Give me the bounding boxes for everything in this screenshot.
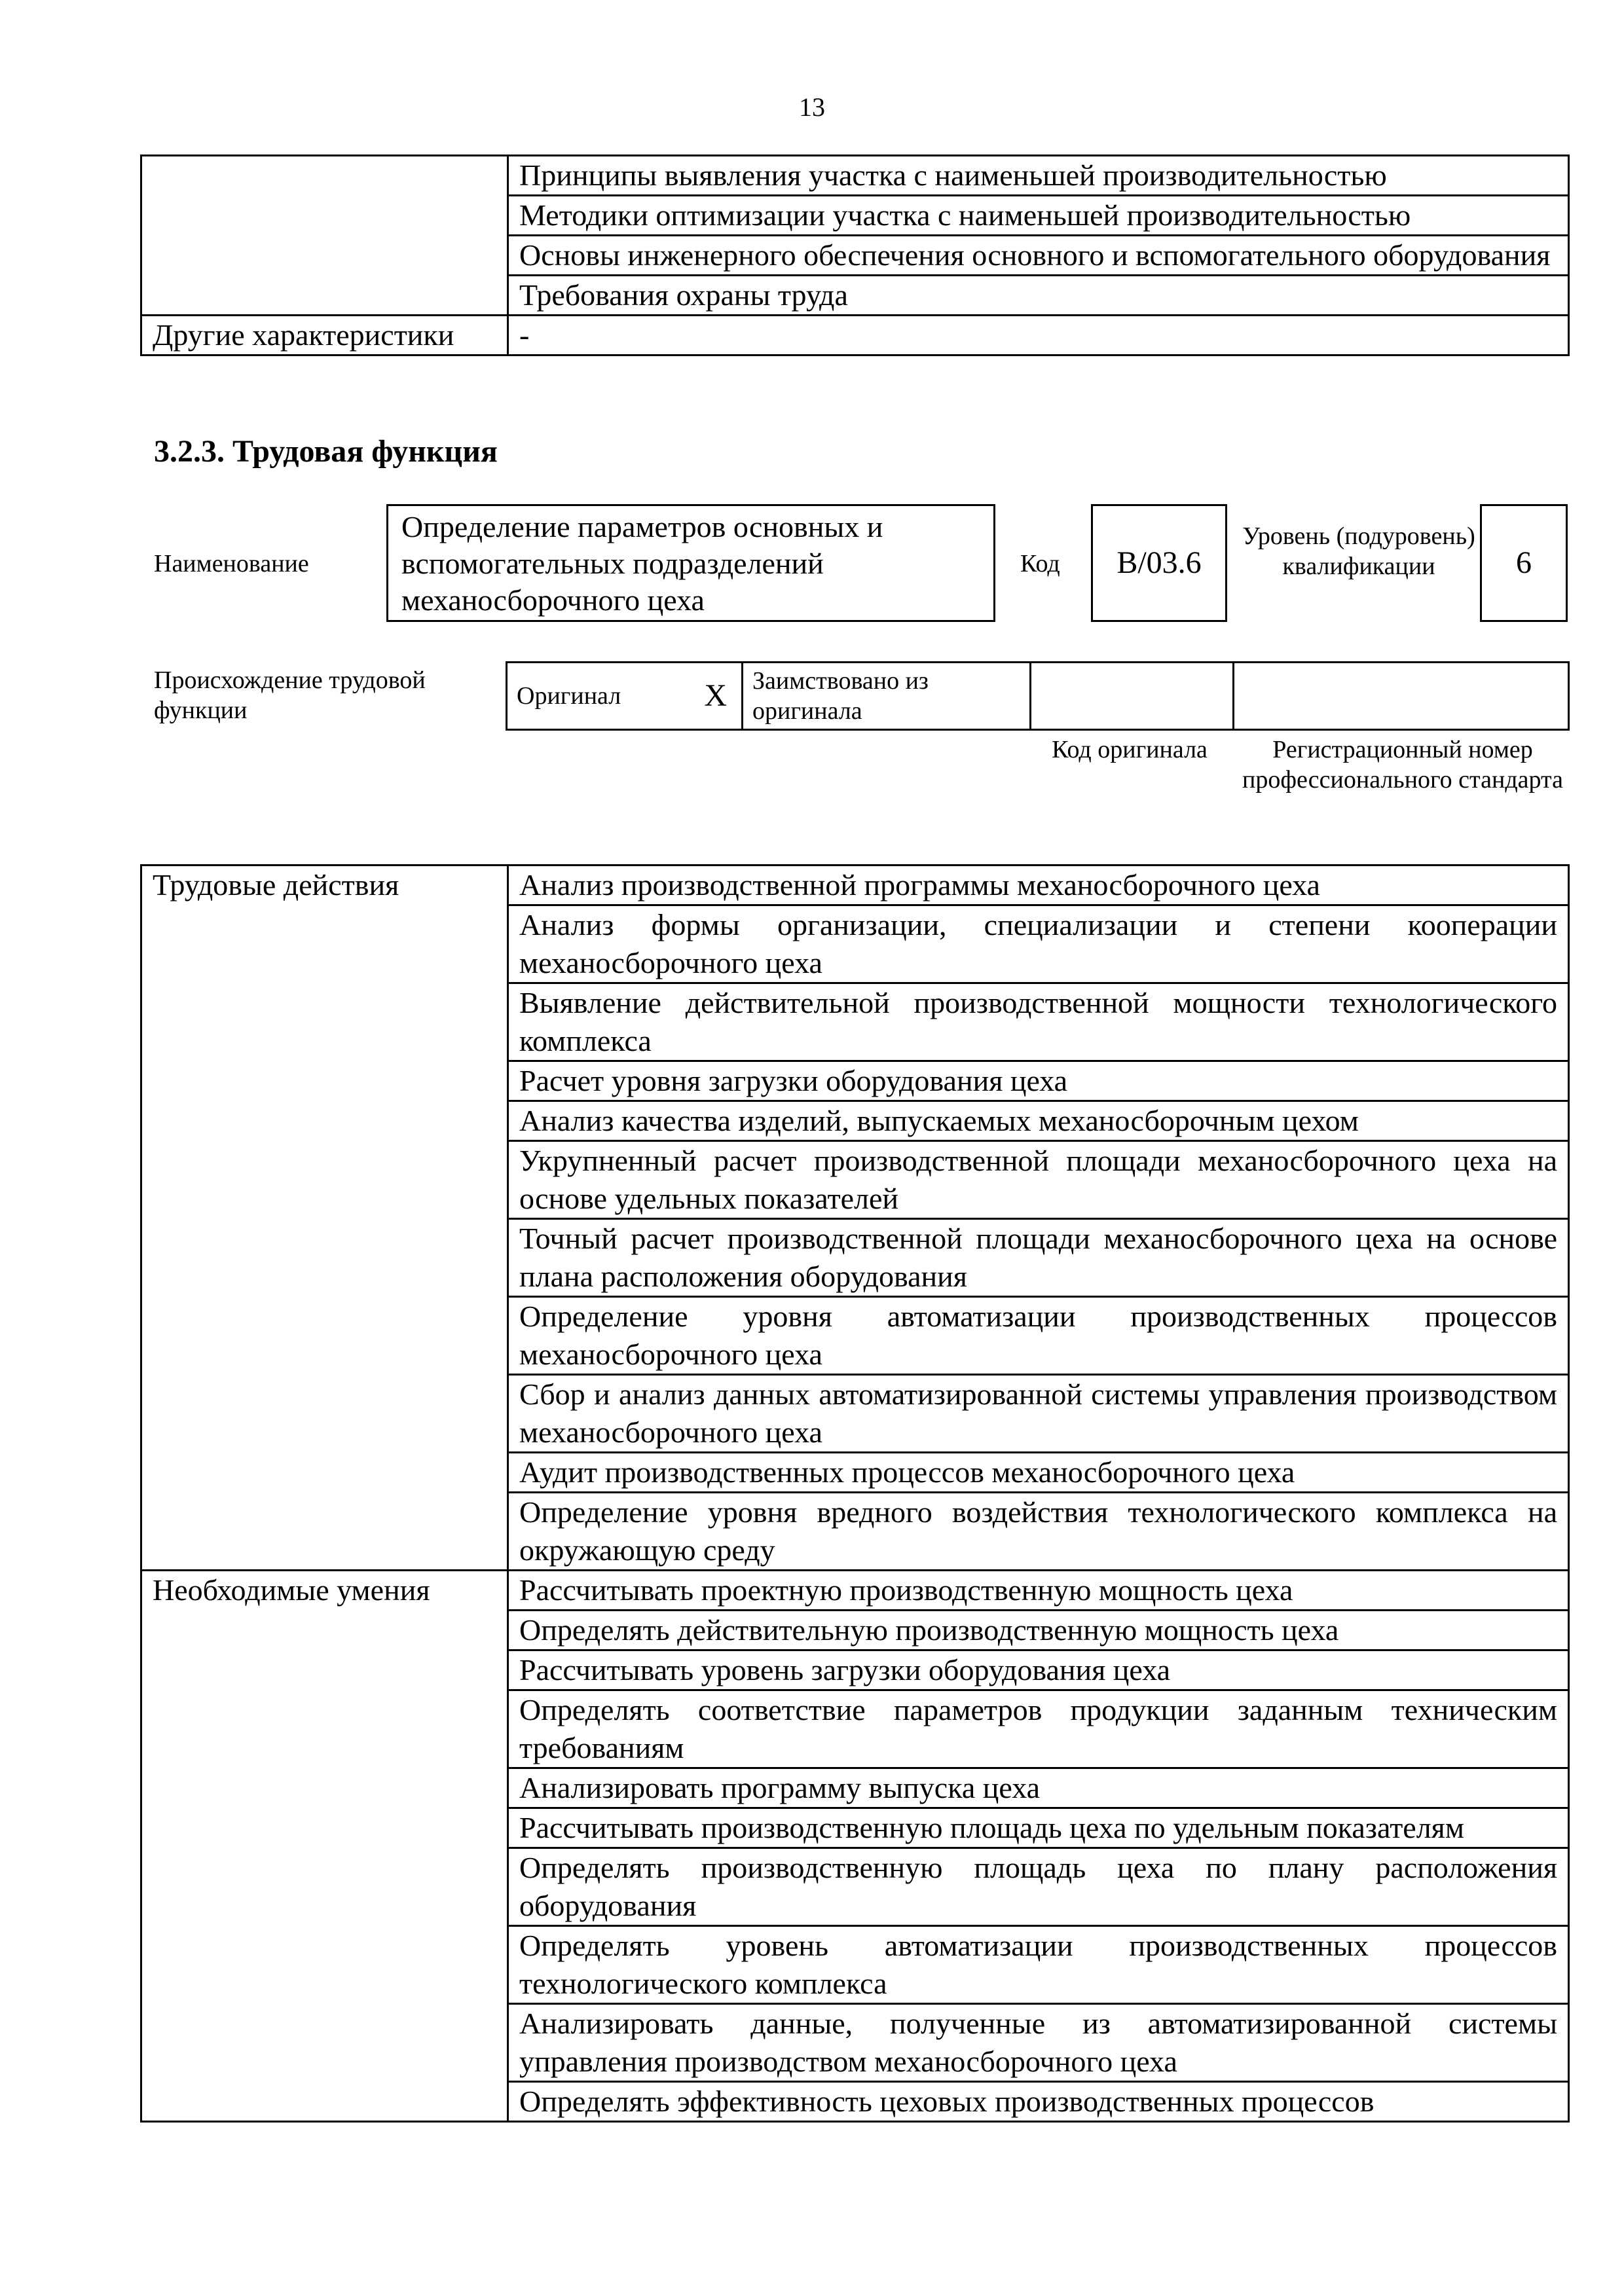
table-row [141,316,1569,355]
labor-actions-item: Укрупненный расчет производственной площади механосборочного цеха на основе удельных показателей [508,1141,1569,1219]
labor-actions-item: Аудит производственных процессов механосборочного цеха [508,1453,1569,1493]
registration-number-caption: Регистрационный номер профессионального стандарта [1242,736,1563,793]
labor-actions-item: Анализ формы организации, специализации и степени кооперации механосборочного цеха [508,905,1569,983]
code-label: Код [1020,550,1060,577]
labor-actions-item: Анализ качества изделий, выпускаемых механосборочным цехом [508,1101,1569,1141]
labor-actions-item: Определение уровня вредного воздействия технологического комплекса на окружающую среду [508,1493,1569,1571]
labor-actions-item: Расчет уровня загрузки оборудования цеха [508,1061,1569,1101]
page-number: 13 [799,92,825,122]
code-value-box: B/03.6 [1091,504,1227,622]
labor-actions-item: Точный расчет производственной площади механосборочного цеха на основе плана расположения оборудования [508,1219,1569,1297]
original-cell [507,663,743,730]
section-title: 3.2.3. Трудовая функция [154,434,498,469]
skills-item: Рассчитывать проектную производственную мощность цеха [508,1571,1569,1611]
skills-item: Рассчитывать уровень загрузки оборудования цеха [508,1650,1569,1690]
qualification-level-label: Уровень (подуровень) квалификации [1242,522,1475,580]
knowledge-item: Требования охраны труда [508,276,1569,316]
origin-label: Происхождение трудовой функции [154,666,426,724]
labor-actions-item: Сбор и анализ данных автоматизированной системы управления производством механосборочного цеха [508,1375,1569,1453]
skills-item: Рассчитывать производственную площадь цеха по удельным показателям [508,1808,1569,1848]
empty-label-cell [141,156,508,316]
original-code-caption: Код оригинала [1052,736,1208,763]
knowledge-item: Принципы выявления участка с наименьшей производительностью [508,156,1569,196]
table-row [141,866,1569,905]
original-label: Оригинал [517,682,621,710]
original-mark: X [704,678,727,713]
skills-item: Анализировать программу выпуска цеха [508,1768,1569,1808]
table-row [141,1571,1569,1611]
function-name-box: Определение параметров основных и вспомогательных подразделений механосборочного цеха [386,504,995,622]
labor-actions-label: Трудовые действия [141,866,508,1571]
skills-item: Определять эффективность цеховых производственных процессов [508,2082,1569,2122]
labor-actions-item: Анализ производственной программы механосборочного цеха [508,866,1569,905]
original-code-cell [1031,663,1234,730]
table-row [507,663,1569,730]
other-characteristics-value: - [508,316,1569,355]
origin-table [506,661,1570,731]
knowledge-table [140,155,1570,356]
knowledge-item: Методики оптимизации участка с наименьшей производительностью [508,196,1569,236]
borrowed-label: Заимствовано из оригинала [743,663,1031,730]
knowledge-item: Основы инженерного обеспечения основного и вспомогательного оборудования [508,236,1569,276]
labor-actions-item: Определение уровня автоматизации производственных процессов механосборочного цеха [508,1297,1569,1375]
skills-item: Анализировать данные, полученные из автоматизированной системы управления производством механосборочного цеха [508,2004,1569,2082]
labor-actions-item: Выявление действительной производственной мощности технологического комплекса [508,983,1569,1061]
skills-item: Определять действительную производственную мощность цеха [508,1611,1569,1650]
other-characteristics-label: Другие характеристики [141,316,508,355]
skills-item: Определять производственную площадь цеха по плану расположения оборудования [508,1848,1569,1926]
skills-item: Определять уровень автоматизации производственных процессов технологического комплекса [508,1926,1569,2004]
table-row [141,156,1569,196]
registration-number-cell [1234,663,1569,730]
skills-item: Определять соответствие параметров продукции заданным техническим требованиям [508,1690,1569,1768]
skills-label: Необходимые умения [141,1571,508,2122]
name-label: Наименование [154,550,309,577]
labor-function-table [140,864,1570,2123]
qualification-level-box: 6 [1480,504,1568,622]
